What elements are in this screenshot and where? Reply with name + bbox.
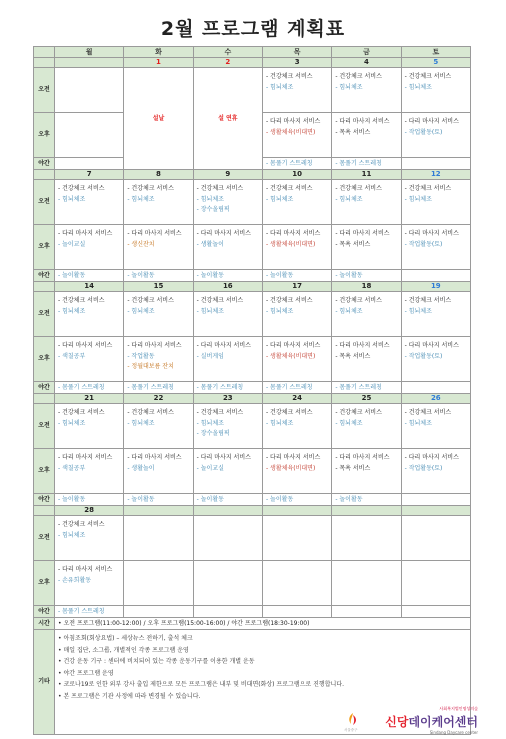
program-cell bbox=[401, 516, 470, 561]
program-item: - 건강체크 서비스 bbox=[58, 521, 105, 528]
date-row bbox=[34, 282, 471, 292]
program-cell bbox=[193, 449, 262, 494]
program-item: - 건강체크 서비스 bbox=[127, 409, 174, 416]
date-row-label bbox=[34, 58, 55, 68]
slot-label-am: 오전 bbox=[34, 292, 55, 337]
program-item: - 건강체크 서비스 bbox=[335, 73, 382, 80]
program-item: - 건강체크 서비스 bbox=[404, 73, 452, 80]
program-item: - 생활체육(비대면) bbox=[265, 128, 316, 136]
page-title: 2월 프로그램 계획표 bbox=[160, 18, 346, 40]
notes-label: 기타 bbox=[34, 630, 55, 735]
day-header-row bbox=[34, 47, 471, 58]
program-item: - 다리 마사지 서비스 bbox=[58, 454, 113, 461]
slot-row-ev bbox=[34, 494, 471, 506]
program-item: - 목욕 서비스 bbox=[335, 240, 371, 248]
program-cell bbox=[262, 494, 331, 506]
slot-row-pm bbox=[34, 561, 471, 606]
slot-label-am: 오전 bbox=[34, 404, 55, 449]
program-item: - 놀이활동 bbox=[196, 271, 224, 279]
program-item: - 건강체크 서비스 bbox=[127, 297, 174, 304]
program-item: - 생활체육(비대면) bbox=[265, 240, 316, 248]
program-item: - 힘뇌체조 bbox=[58, 195, 86, 203]
program-item: - 힘뇌체조 bbox=[335, 307, 363, 315]
program-cell bbox=[332, 225, 401, 270]
program-cell bbox=[332, 494, 401, 506]
program-item: - 힘뇌체조 bbox=[404, 307, 432, 315]
program-item: - 장수올림픽 bbox=[196, 430, 230, 437]
program-item: - 힘뇌체조 bbox=[127, 419, 155, 427]
date-cell: 17 bbox=[262, 282, 331, 292]
slot-label-pm: 오후 bbox=[34, 561, 55, 606]
program-cell bbox=[55, 606, 124, 618]
program-cell bbox=[332, 292, 401, 337]
program-cell bbox=[124, 337, 193, 382]
program-cell bbox=[262, 113, 331, 158]
program-item: - 다리 마사지 서비스 bbox=[58, 342, 113, 349]
program-cell bbox=[262, 561, 331, 606]
day-header: 월 bbox=[55, 47, 124, 58]
program-cell bbox=[332, 180, 401, 225]
program-cell bbox=[124, 382, 193, 394]
program-item: - 목욕 서비스 bbox=[335, 464, 371, 472]
program-item: - 건강체크 서비스 bbox=[335, 185, 382, 192]
holiday-cell bbox=[193, 68, 262, 170]
program-item: - 실버게임 bbox=[196, 352, 224, 360]
program-cell bbox=[401, 113, 470, 158]
program-item: - 건강체크 서비스 bbox=[404, 185, 452, 192]
date-cell: 23 bbox=[193, 394, 262, 404]
date-row bbox=[34, 58, 471, 68]
program-cell bbox=[55, 337, 124, 382]
holiday-label: 설날 bbox=[152, 114, 165, 122]
date-cell: 22 bbox=[124, 394, 193, 404]
program-cell bbox=[193, 270, 262, 282]
program-cell bbox=[124, 561, 193, 606]
program-cell bbox=[262, 158, 331, 170]
program-item: - 다리 마사지 서비스 bbox=[335, 118, 390, 125]
program-cell bbox=[124, 225, 193, 270]
time-label: 시간 bbox=[34, 618, 55, 630]
program-cell bbox=[401, 337, 470, 382]
program-item: - 건강체크 서비스 bbox=[265, 73, 313, 80]
program-cell bbox=[401, 180, 470, 225]
program-item: - 힘뇌체조 bbox=[196, 195, 224, 203]
slot-label-ev: 야간 bbox=[34, 270, 55, 282]
program-cell bbox=[262, 270, 331, 282]
program-item: - 건강체크 서비스 bbox=[196, 185, 244, 192]
program-cell bbox=[193, 225, 262, 270]
program-cell bbox=[262, 516, 331, 561]
program-item: - 건강체크 서비스 bbox=[196, 297, 244, 304]
program-cell bbox=[193, 561, 262, 606]
program-cell bbox=[332, 337, 401, 382]
note-item: • 건강 운동 기구 : 센터에 비치되어 있는 각종 운동기구를 이용한 개별 운동 bbox=[58, 658, 255, 665]
date-cell: 10 bbox=[262, 170, 331, 180]
program-cell bbox=[55, 516, 124, 561]
program-item: - 건강체크 서비스 bbox=[58, 409, 105, 416]
program-cell bbox=[193, 606, 262, 618]
program-item: - 건강체크 서비스 bbox=[335, 297, 382, 304]
program-item: - 다리 마사지 서비스 bbox=[265, 118, 321, 125]
day-header: 목 bbox=[262, 47, 331, 58]
date-cell: 28 bbox=[55, 506, 124, 516]
date-cell: 24 bbox=[262, 394, 331, 404]
program-cell bbox=[55, 561, 124, 606]
time-row bbox=[34, 618, 471, 630]
program-cell bbox=[124, 449, 193, 494]
day-header: 금 bbox=[332, 47, 401, 58]
program-cell bbox=[401, 68, 470, 113]
program-item: - 작업활동(토) bbox=[404, 464, 443, 472]
logo-mark-icon bbox=[346, 712, 360, 726]
program-item: - 몸풀기 스트레칭 bbox=[335, 383, 382, 391]
program-item: - 몸풀기 스트레칭 bbox=[265, 383, 313, 391]
date-cell bbox=[124, 506, 193, 516]
program-cell bbox=[262, 337, 331, 382]
slot-label-pm: 오후 bbox=[34, 113, 55, 158]
logo-name-b: 데이케어센터 bbox=[408, 715, 478, 729]
program-cell bbox=[193, 382, 262, 394]
date-cell bbox=[401, 506, 470, 516]
slot-row-pm bbox=[34, 449, 471, 494]
slot-row-am bbox=[34, 68, 471, 113]
program-cell bbox=[55, 494, 124, 506]
program-item: - 다리 마사지 서비스 bbox=[58, 230, 113, 237]
date-row-label bbox=[34, 394, 55, 404]
program-cell bbox=[55, 382, 124, 394]
program-cell bbox=[193, 494, 262, 506]
logo-location: 서울중구 bbox=[344, 728, 358, 732]
slot-label-ev: 야간 bbox=[34, 494, 55, 506]
program-cell bbox=[124, 292, 193, 337]
date-cell: 15 bbox=[124, 282, 193, 292]
logo-english: Sindang Daycare center bbox=[429, 730, 478, 735]
program-item: - 건강체크 서비스 bbox=[127, 185, 174, 192]
program-cell bbox=[55, 449, 124, 494]
program-cell bbox=[124, 270, 193, 282]
program-item: - 건강체크 서비스 bbox=[404, 297, 452, 304]
date-cell: 26 bbox=[401, 394, 470, 404]
program-item: - 몸풀기 스트레칭 bbox=[265, 159, 313, 167]
program-item: - 힘뇌체조 bbox=[335, 419, 363, 427]
date-cell: 9 bbox=[193, 170, 262, 180]
program-cell bbox=[55, 113, 124, 158]
program-item: - 힘뇌체조 bbox=[196, 307, 224, 315]
program-item: - 힘뇌체조 bbox=[196, 419, 224, 427]
program-item: - 건강체크 서비스 bbox=[335, 409, 382, 416]
header-corner bbox=[34, 47, 55, 58]
program-item: - 다리 마사지 서비스 bbox=[265, 454, 321, 461]
program-cell bbox=[332, 449, 401, 494]
program-cell bbox=[332, 561, 401, 606]
date-cell: 5 bbox=[401, 58, 470, 68]
program-cell bbox=[262, 180, 331, 225]
program-item: - 건강체크 서비스 bbox=[265, 297, 313, 304]
slot-label-pm: 오후 bbox=[34, 449, 55, 494]
program-item: - 놀이활동 bbox=[335, 271, 363, 279]
program-cell bbox=[401, 292, 470, 337]
slot-row-am bbox=[34, 180, 471, 225]
slot-row-am bbox=[34, 516, 471, 561]
program-cell bbox=[124, 516, 193, 561]
program-item: - 몸풀기 스트레칭 bbox=[58, 607, 105, 615]
program-item: - 작업활동(토) bbox=[404, 240, 443, 248]
program-cell bbox=[55, 158, 124, 170]
slot-label-pm: 오후 bbox=[34, 225, 55, 270]
date-cell: 4 bbox=[332, 58, 401, 68]
program-item: - 놀이활동 bbox=[335, 495, 363, 503]
date-cell: 14 bbox=[55, 282, 124, 292]
date-cell: 1 bbox=[124, 58, 193, 68]
program-item: - 놀이활동 bbox=[265, 495, 294, 503]
program-item: - 다리 마사지 서비스 bbox=[404, 230, 459, 237]
program-item: - 다리 마사지 서비스 bbox=[265, 230, 321, 237]
program-item: - 생활체육(비대면) bbox=[265, 464, 316, 472]
program-item: - 색칠공부 bbox=[58, 352, 86, 360]
program-cell bbox=[262, 382, 331, 394]
program-item: - 놀이활동 bbox=[196, 495, 224, 503]
program-cell bbox=[262, 292, 331, 337]
program-item: - 다리 마사지 서비스 bbox=[196, 454, 251, 461]
program-item: - 놀이활동 bbox=[58, 495, 86, 503]
slot-row-pm bbox=[34, 225, 471, 270]
program-item: - 몸풀기 스트레칭 bbox=[127, 383, 174, 391]
slot-label-am: 오전 bbox=[34, 516, 55, 561]
program-item: - 목욕 서비스 bbox=[335, 128, 371, 136]
program-cell bbox=[262, 404, 331, 449]
program-item: - 다리 마사지 서비스 bbox=[335, 342, 390, 349]
program-item: - 다리 마사지 서비스 bbox=[335, 454, 390, 461]
time-text bbox=[55, 618, 471, 630]
slot-label-am: 오전 bbox=[34, 68, 55, 113]
slot-label-am: 오전 bbox=[34, 180, 55, 225]
program-cell bbox=[332, 158, 401, 170]
date-row-label bbox=[34, 506, 55, 516]
program-item: - 놀이교실 bbox=[196, 464, 224, 472]
note-item: • 코로나19로 인한 외부 강사 출입 제한으로 모든 프로그램은 내부 및 비대면(화상) 프로그램으로 진행합니다. bbox=[58, 681, 344, 688]
program-cell bbox=[401, 225, 470, 270]
slot-row-am bbox=[34, 292, 471, 337]
date-cell: 2 bbox=[193, 58, 262, 68]
program-cell bbox=[55, 404, 124, 449]
slot-row-am bbox=[34, 404, 471, 449]
program-cell bbox=[401, 606, 470, 618]
program-cell bbox=[124, 404, 193, 449]
program-item: - 놀이활동 bbox=[127, 271, 155, 279]
date-row bbox=[34, 170, 471, 180]
slot-row-pm bbox=[34, 337, 471, 382]
center-logo bbox=[338, 706, 478, 734]
program-item: - 작업활동 bbox=[127, 352, 155, 360]
day-header: 토 bbox=[401, 47, 470, 58]
note-item: • 매일 집단, 소그룹, 개별적인 각종 프로그램 운영 bbox=[58, 646, 189, 654]
program-cell bbox=[332, 382, 401, 394]
program-item: - 몸풀기 스트레칭 bbox=[196, 383, 244, 391]
day-header: 수 bbox=[193, 47, 262, 58]
program-item: - 정월대보름 잔치 bbox=[127, 363, 174, 370]
program-cell bbox=[332, 404, 401, 449]
program-item: - 힘뇌체조 bbox=[265, 307, 294, 315]
program-cell bbox=[401, 404, 470, 449]
program-item: - 건강체크 서비스 bbox=[404, 409, 452, 416]
date-cell bbox=[332, 506, 401, 516]
program-cell bbox=[332, 516, 401, 561]
program-cell bbox=[55, 225, 124, 270]
program-item: - 힘뇌체조 bbox=[58, 419, 86, 427]
date-cell: 25 bbox=[332, 394, 401, 404]
date-cell: 3 bbox=[262, 58, 331, 68]
slot-row-ev bbox=[34, 606, 471, 618]
program-item: - 건강체크 서비스 bbox=[265, 185, 313, 192]
program-cell bbox=[55, 270, 124, 282]
program-cell bbox=[332, 606, 401, 618]
program-item: - 힘뇌체조 bbox=[265, 419, 294, 427]
program-item: - 다리 마사지 서비스 bbox=[196, 230, 251, 237]
program-item: - 힘뇌체조 bbox=[404, 419, 432, 427]
date-cell: 19 bbox=[401, 282, 470, 292]
date-cell bbox=[55, 58, 124, 68]
program-item: - 힘뇌체조 bbox=[404, 195, 432, 203]
program-cell bbox=[193, 292, 262, 337]
logo-name bbox=[385, 713, 478, 735]
program-item: - 색칠공부 bbox=[58, 464, 86, 472]
program-cell bbox=[401, 382, 470, 394]
date-row-label bbox=[34, 170, 55, 180]
program-item: - 힘뇌체조 bbox=[335, 83, 363, 91]
day-header: 화 bbox=[124, 47, 193, 58]
time-text-value: • 오전 프로그램(11:00-12:00) / 오후 프로그램(15:00-16:00) / 야간 프로그램(18:30-19:00) bbox=[58, 619, 310, 627]
slot-label-ev: 야간 bbox=[34, 606, 55, 618]
holiday-label: 설 연휴 bbox=[218, 114, 238, 122]
date-cell bbox=[193, 506, 262, 516]
holiday-cell bbox=[124, 68, 193, 170]
date-row-label bbox=[34, 282, 55, 292]
program-cell bbox=[262, 68, 331, 113]
date-cell: 12 bbox=[401, 170, 470, 180]
slot-label-ev: 야간 bbox=[34, 158, 55, 170]
slot-label-ev: 야간 bbox=[34, 382, 55, 394]
slot-row-ev bbox=[34, 270, 471, 282]
program-item: - 건강체크 서비스 bbox=[58, 297, 105, 304]
program-cell bbox=[332, 270, 401, 282]
schedule-table bbox=[33, 46, 471, 735]
program-item: - 몸풀기 스트레칭 bbox=[58, 383, 105, 391]
program-item: - 다리 마사지 서비스 bbox=[335, 230, 390, 237]
program-cell bbox=[262, 225, 331, 270]
date-cell bbox=[262, 506, 331, 516]
program-cell bbox=[55, 68, 124, 113]
program-cell bbox=[401, 270, 470, 282]
program-item: - 힘뇌체조 bbox=[127, 307, 155, 315]
program-cell bbox=[262, 606, 331, 618]
program-cell bbox=[193, 180, 262, 225]
program-item: - 목욕 서비스 bbox=[335, 352, 371, 360]
slot-label-pm: 오후 bbox=[34, 337, 55, 382]
program-item: - 다리 마사지 서비스 bbox=[196, 342, 251, 349]
program-item: - 힘뇌체조 bbox=[58, 531, 86, 539]
date-cell: 21 bbox=[55, 394, 124, 404]
logo-name-a: 신당 bbox=[385, 715, 409, 729]
program-item: - 힘뇌체조 bbox=[127, 195, 155, 203]
logo-subtitle: 사회복지법인명성의숲 bbox=[439, 706, 478, 711]
note-item: • 아침조회(회상요법) – 세상뉴스 전하기, 출석 체크 bbox=[58, 635, 193, 642]
program-cell bbox=[55, 292, 124, 337]
program-item: - 힘뇌체조 bbox=[335, 195, 363, 203]
program-item: - 힘뇌체조 bbox=[265, 83, 294, 91]
date-cell: 8 bbox=[124, 170, 193, 180]
program-cell bbox=[193, 516, 262, 561]
program-item: - 다리 마사지 서비스 bbox=[127, 454, 182, 461]
program-item: - 다리 마사지 서비스 bbox=[265, 342, 321, 349]
program-item: - 다리 마사지 서비스 bbox=[404, 454, 459, 461]
program-item: - 생활놀이 bbox=[127, 464, 155, 472]
program-item: - 손유희활동 bbox=[58, 576, 92, 584]
program-item: - 힘뇌체조 bbox=[58, 307, 86, 315]
program-cell bbox=[262, 449, 331, 494]
program-item: - 다리 마사지 서비스 bbox=[404, 342, 459, 349]
date-cell: 16 bbox=[193, 282, 262, 292]
program-item: - 건강체크 서비스 bbox=[265, 409, 313, 416]
program-cell bbox=[124, 180, 193, 225]
program-item: - 다리 마사지 서비스 bbox=[127, 230, 182, 237]
program-cell bbox=[124, 494, 193, 506]
program-cell bbox=[401, 494, 470, 506]
program-item: - 다리 마사지 서비스 bbox=[58, 566, 113, 573]
program-item: - 놀이활동 bbox=[58, 271, 86, 279]
program-item: - 다리 마사지 서비스 bbox=[127, 342, 182, 349]
program-cell bbox=[55, 180, 124, 225]
program-item: - 작업활동(토) bbox=[404, 352, 443, 360]
program-item: - 장수올림픽 bbox=[196, 206, 230, 213]
program-item: - 놀이활동 bbox=[265, 271, 294, 279]
program-item: - 작업활동(토) bbox=[404, 128, 443, 136]
note-item: • 본 프로그램은 기관 사정에 따라 변경될 수 있습니다. bbox=[58, 692, 201, 700]
program-cell bbox=[193, 337, 262, 382]
date-row bbox=[34, 394, 471, 404]
program-item: - 놀이활동 bbox=[127, 495, 155, 503]
note-item: • 야간 프로그램 운영 bbox=[58, 669, 114, 677]
program-cell bbox=[332, 68, 401, 113]
program-cell bbox=[332, 113, 401, 158]
program-item: - 생활체육(비대면) bbox=[265, 352, 316, 360]
program-cell bbox=[401, 158, 470, 170]
date-cell: 18 bbox=[332, 282, 401, 292]
program-item: - 몸풀기 스트레칭 bbox=[335, 159, 382, 167]
program-cell bbox=[124, 606, 193, 618]
program-item: - 다리 마사지 서비스 bbox=[404, 118, 459, 125]
program-cell bbox=[401, 449, 470, 494]
date-row bbox=[34, 506, 471, 516]
program-cell bbox=[401, 561, 470, 606]
program-item: - 건강체크 서비스 bbox=[196, 409, 244, 416]
date-cell: 7 bbox=[55, 170, 124, 180]
slot-row-ev bbox=[34, 382, 471, 394]
program-item: - 건강체크 서비스 bbox=[58, 185, 105, 192]
program-item: - 놀이교실 bbox=[58, 240, 86, 248]
program-item: - 생활놀이 bbox=[196, 240, 224, 248]
program-item: - 생신잔치 bbox=[127, 240, 155, 248]
program-item: - 힘뇌체조 bbox=[404, 83, 432, 91]
date-cell: 11 bbox=[332, 170, 401, 180]
program-item: - 힘뇌체조 bbox=[265, 195, 294, 203]
program-cell bbox=[193, 404, 262, 449]
